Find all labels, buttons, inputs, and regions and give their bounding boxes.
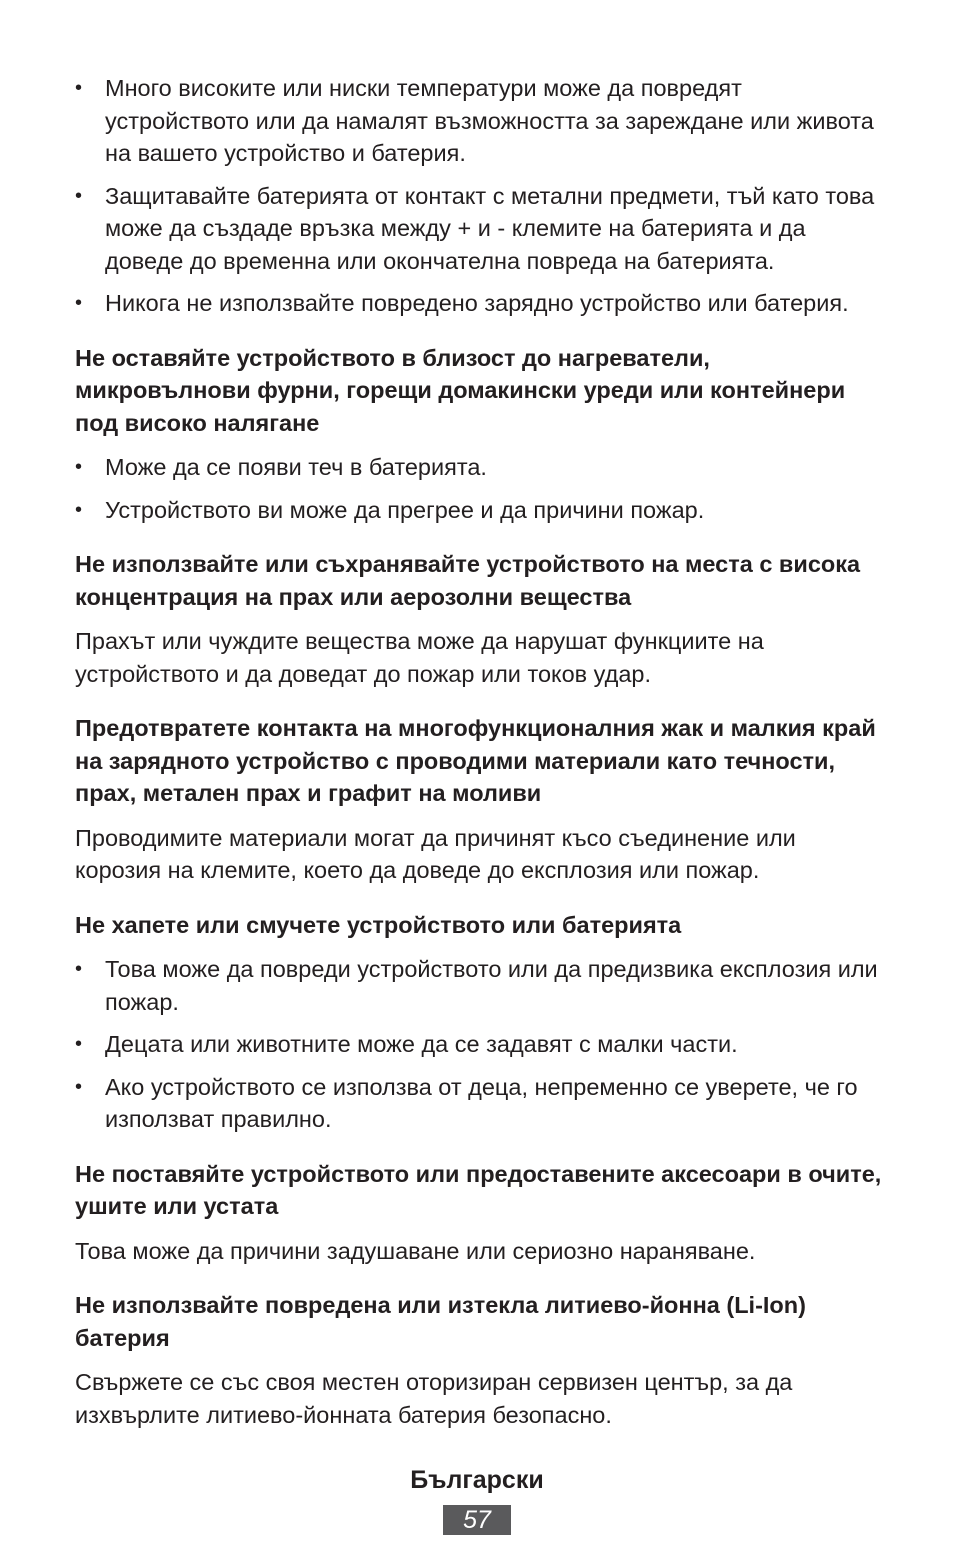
section-text-conductive: Проводимите материали могат да причинят късо съединение или корозия на клемите, което да доведе до експлозия или пожар. bbox=[75, 824, 796, 883]
bullet-list-battery-care bbox=[75, 72, 885, 320]
page-number-badge: 57 bbox=[443, 1505, 511, 1535]
list-item: • Ако устройството се използва от деца, непременно се уверете, че го използват правилно. bbox=[75, 1071, 885, 1136]
section-heading-li-ion: Не използвайте повредена или изтекла литиево-йонна (Li-Ion) батерия bbox=[75, 1292, 806, 1351]
section-text-dust: Прахът или чуждите вещества може да нарушат функциите на устройството и да доведат до пожар или токов удар. bbox=[75, 628, 764, 687]
section-text-eyes-ears: Това може да причини задушаване или сериозно нараняване. bbox=[75, 1237, 756, 1264]
section-heading-eyes-ears: Не поставяйте устройството или предоставените аксесоари в очите, ушите или устата bbox=[75, 1160, 882, 1219]
list-item: • Защитавайте батерията от контакт с метални предмети, тъй като това може да създаде връзка между + и - клемите на батерията и да доведе до временна или окончателна повреда на батерията. bbox=[75, 180, 885, 278]
bullet-list-bite bbox=[75, 953, 885, 1136]
list-item: • Устройството ви може да прегрее и да причини пожар. bbox=[75, 494, 885, 527]
list-item: • Децата или животните може да се задавят с малки части. bbox=[75, 1028, 885, 1061]
list-item: • Много високите или ниски температури може да повредят устройството или да намалят възможността за зареждане или живота на вашето устройство и батерия. bbox=[75, 72, 885, 170]
section-heading-dust: Не използвайте или съхранявайте устройството на места с висока концентрация на прах или аерозолни вещества bbox=[75, 551, 861, 610]
section-heading-bite: Не хапете или смучете устройството или батерията bbox=[75, 911, 682, 938]
document-body bbox=[75, 72, 885, 1431]
bullet-list-heat-sources bbox=[75, 451, 885, 526]
list-item: • Никога не използвайте повредено зарядно устройство или батерия. bbox=[75, 287, 885, 320]
section-heading-conductive: Предотвратете контакта на многофункционалния жак и малкия край на зарядното устройство с проводими материали като течности, прах, метален прах и графит на моливи bbox=[75, 715, 876, 806]
section-heading-heat-sources: Не оставяйте устройството в близост до нагреватели, микровълнови фурни, горещи домакински уреди или контейнери под високо налягане bbox=[75, 344, 846, 436]
list-item: • Това може да повреди устройството или да предизвика експлозия или пожар. bbox=[75, 953, 885, 1018]
section-text-li-ion: Свържете се със своя местен оторизиран сервизен център, за да изхвърлите литиево-йонната батерия безопасно. bbox=[75, 1369, 793, 1428]
list-item: • Може да се появи теч в батерията. bbox=[75, 451, 885, 484]
footer-language: Български bbox=[410, 1466, 544, 1494]
